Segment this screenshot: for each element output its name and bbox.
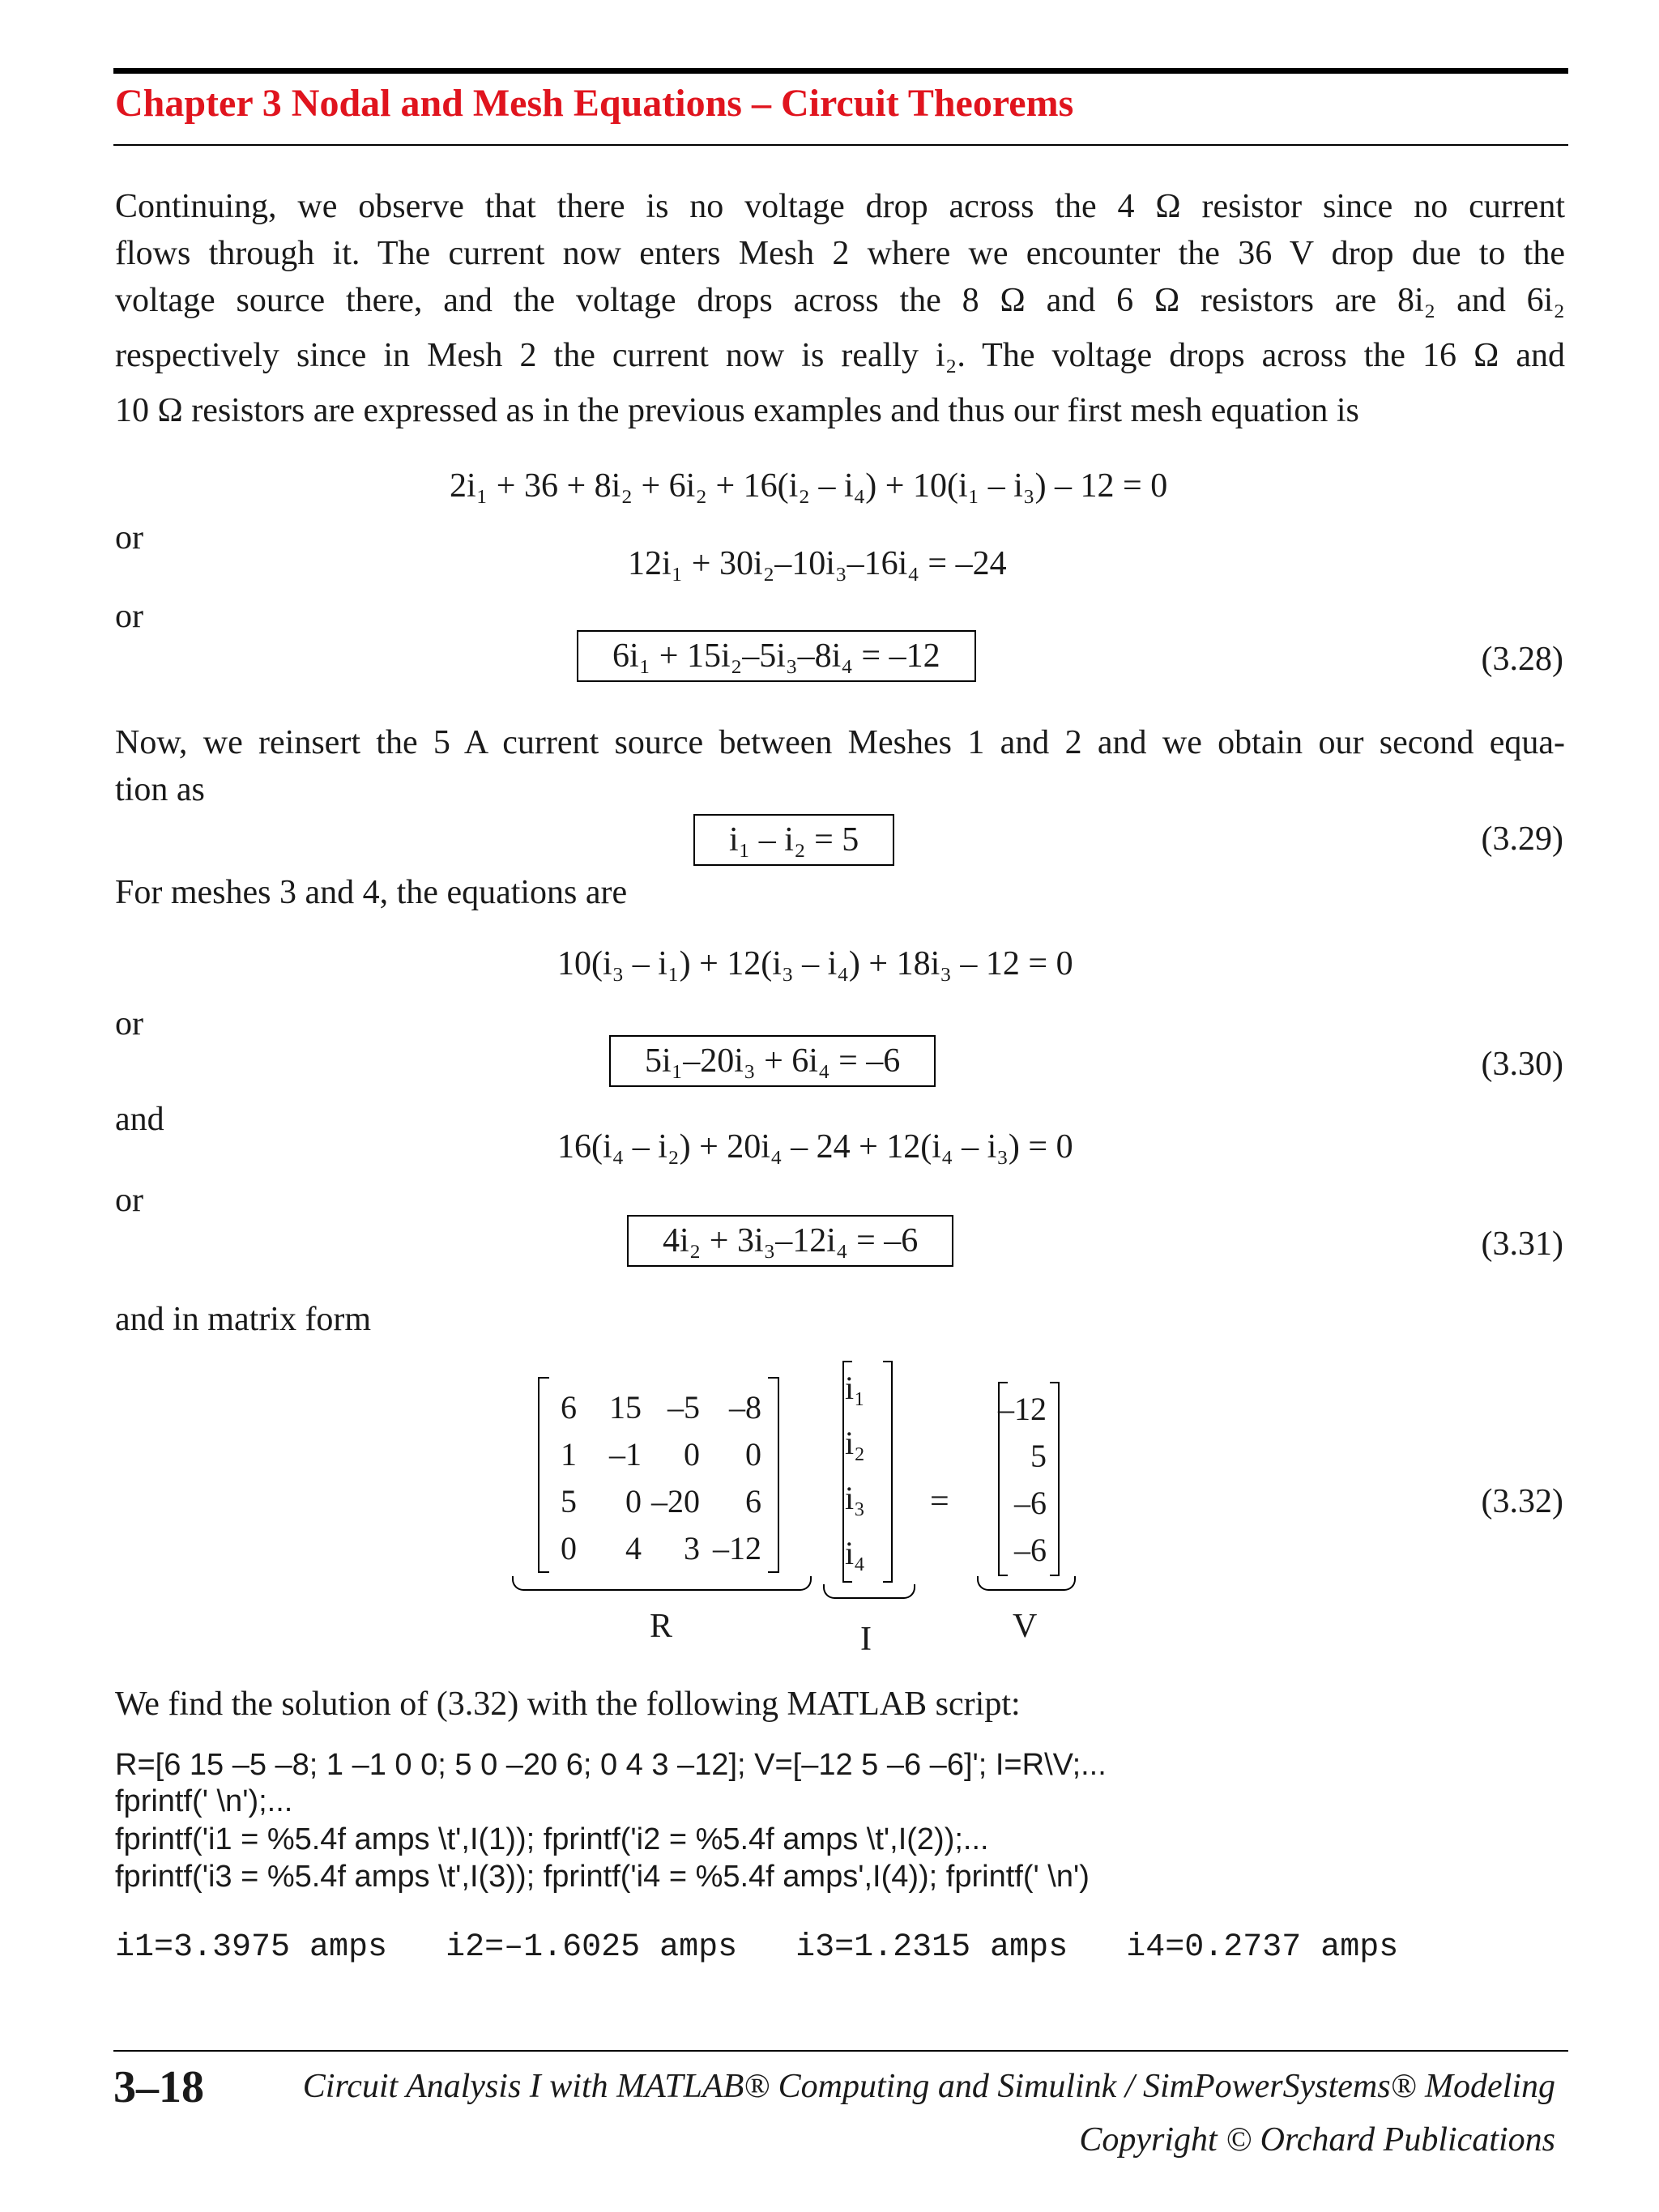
equation-number-3-30: (3.30) — [1481, 1046, 1563, 1083]
vector-i-label: I — [860, 1621, 872, 1658]
paragraph-line: voltage source there, and the voltage drops across the 8 Ω and 6 Ω resistors are 8i₂ and 6i₂ — [115, 282, 1565, 319]
footer-book-title: Circuit Analysis I with MATLAB® Computing and Simulink / SimPowerSystems® Modeling — [302, 2068, 1555, 2105]
code-line: R=[6 15 –5 –8; 1 –1 0 0; 5 0 –20 6; 0 4 3 –12]; V=[–12 5 –6 –6]'; I=R\V;... — [115, 1748, 1107, 1782]
matrix-r-cell: 4 — [625, 1530, 642, 1566]
vector-v-entry: –6 — [1014, 1485, 1047, 1521]
matrix-r-cell: 0 — [745, 1436, 761, 1473]
matrix-r-label: R — [650, 1608, 673, 1645]
matrix-r-cell: –20 — [651, 1483, 700, 1519]
vector-v-right-bracket — [1050, 1382, 1060, 1576]
vector-i-right-bracket — [883, 1361, 893, 1583]
matrix-r-cell: 6 — [561, 1389, 577, 1426]
paragraph-line: flows through it. The current now enters Mesh 2 where we encounter the 36 V drop due to the — [115, 235, 1565, 272]
equation-number-3-29: (3.29) — [1481, 820, 1563, 858]
matrix-r-cell: 0 — [561, 1530, 577, 1566]
equation-number-3-32: (3.32) — [1481, 1483, 1563, 1520]
matrix-r-cell: 0 — [684, 1436, 700, 1473]
matlab-output: i1=3.3975 amps i2=–1.6025 amps i3=1.2315 amps i4=0.2737 amps — [115, 1929, 1399, 1966]
equation-number-3-31: (3.31) — [1481, 1225, 1563, 1263]
vector-v-entry: –6 — [1014, 1532, 1047, 1568]
matrix-r-cell: –5 — [667, 1389, 700, 1426]
or-label: or — [115, 519, 143, 556]
underbrace-v — [977, 1576, 1076, 1591]
matrix-r-right-bracket — [768, 1377, 779, 1573]
vector-i-entry: i₂ — [844, 1425, 865, 1461]
paragraph-line: tion as — [115, 771, 205, 808]
paragraph-line: Continuing, we observe that there is no voltage drop across the 4 Ω resistor since no current — [115, 188, 1565, 225]
page-number: 3–18 — [113, 2062, 204, 2112]
equation-3-30-box: 5i₁–20i₃ + 6i₄ = –6 — [609, 1035, 936, 1087]
header-top-rule — [113, 68, 1568, 74]
vector-i-entry: i₄ — [844, 1535, 865, 1571]
or-label: or — [115, 598, 143, 635]
matrix-r-left-bracket — [538, 1377, 549, 1573]
code-line: fprintf('i3 = %5.4f amps \t',I(3)); fprintf('i4 = %5.4f amps',I(4)); fprintf(' \n') — [115, 1860, 1090, 1894]
underbrace-i — [823, 1584, 915, 1599]
equation-3-31-box: 4i₂ + 3i₃–12i₄ = –6 — [627, 1215, 953, 1267]
chapter-title: Chapter 3 Nodal and Mesh Equations – Circuit Theorems — [115, 82, 1074, 125]
matrix-r-cell: 1 — [561, 1436, 577, 1473]
header-bottom-rule — [113, 144, 1568, 146]
paragraph-meshes-3-4: For meshes 3 and 4, the equations are — [115, 874, 628, 911]
paragraph-line: respectively since in Mesh 2 the current now is really i₂. The voltage drops across the 16 Ω and — [115, 337, 1565, 374]
footer-rule — [113, 2050, 1568, 2052]
vector-v-left-bracket — [998, 1382, 1008, 1576]
matrix-r-cell: –12 — [713, 1530, 761, 1566]
paragraph-matlab-intro: We find the solution of (3.32) with the following MATLAB script: — [115, 1686, 1021, 1723]
matrix-r-cell: 3 — [684, 1530, 700, 1566]
paragraph-line: Now, we reinsert the 5 A current source between Meshes 1 and 2 and we obtain our second equa- — [115, 724, 1565, 761]
equation-mesh2-full: 2i₁ + 36 + 8i₂ + 6i₂ + 16(i₂ – i₄) + 10(i₁ – i₃) – 12 = 0 — [450, 467, 1168, 505]
code-line: fprintf('i1 = %5.4f amps \t',I(1)); fprintf('i2 = %5.4f amps \t',I(2));... — [115, 1822, 989, 1856]
vector-i-entry: i₁ — [844, 1370, 865, 1406]
paragraph-matrix-form: and in matrix form — [115, 1301, 372, 1338]
paragraph-second-equation — [115, 719, 1565, 813]
code-line: fprintf(' \n');... — [115, 1784, 293, 1818]
vector-v-entry: 5 — [1030, 1438, 1047, 1474]
matrix-r-cell: 15 — [609, 1389, 642, 1426]
paragraph-line: 10 Ω resistors are expressed as in the previous examples and thus our first mesh equation is — [115, 392, 1359, 429]
equation-3-29-box: i₁ – i₂ = 5 — [693, 814, 894, 866]
equation-mesh3-full: 10(i₃ – i₁) + 12(i₃ – i₄) + 18i₃ – 12 = 0 — [557, 945, 1073, 982]
and-label: and — [115, 1101, 164, 1138]
equation-mesh4-full: 16(i₄ – i₂) + 20i₄ – 24 + 12(i₄ – i₃) = 0 — [557, 1128, 1073, 1166]
matrix-equals-sign: = — [930, 1483, 949, 1520]
matrix-r-cell: 6 — [745, 1483, 761, 1519]
underbrace-r — [512, 1576, 812, 1591]
paragraph-intro — [115, 183, 1565, 434]
matrix-r-cell: –1 — [609, 1436, 642, 1473]
or-label: or — [115, 1005, 143, 1042]
vector-v-entry: –12 — [998, 1391, 1047, 1427]
vector-i-left-bracket — [842, 1361, 852, 1583]
footer-copyright: Copyright © Orchard Publications — [1079, 2121, 1555, 2159]
vector-v-label: V — [1013, 1608, 1038, 1645]
matrix-r-cell: 0 — [625, 1483, 642, 1519]
matrix-r-cell: 5 — [561, 1483, 577, 1519]
vector-i-entry: i₃ — [844, 1480, 865, 1516]
equation-mesh2-simplified: 12i₁ + 30i₂–10i₃–16i₄ = –24 — [628, 545, 1007, 582]
equation-3-28-box: 6i₁ + 15i₂–5i₃–8i₄ = –12 — [577, 630, 976, 682]
or-label: or — [115, 1182, 143, 1219]
equation-number-3-28: (3.28) — [1481, 641, 1563, 678]
matrix-r-cell: –8 — [729, 1389, 761, 1426]
